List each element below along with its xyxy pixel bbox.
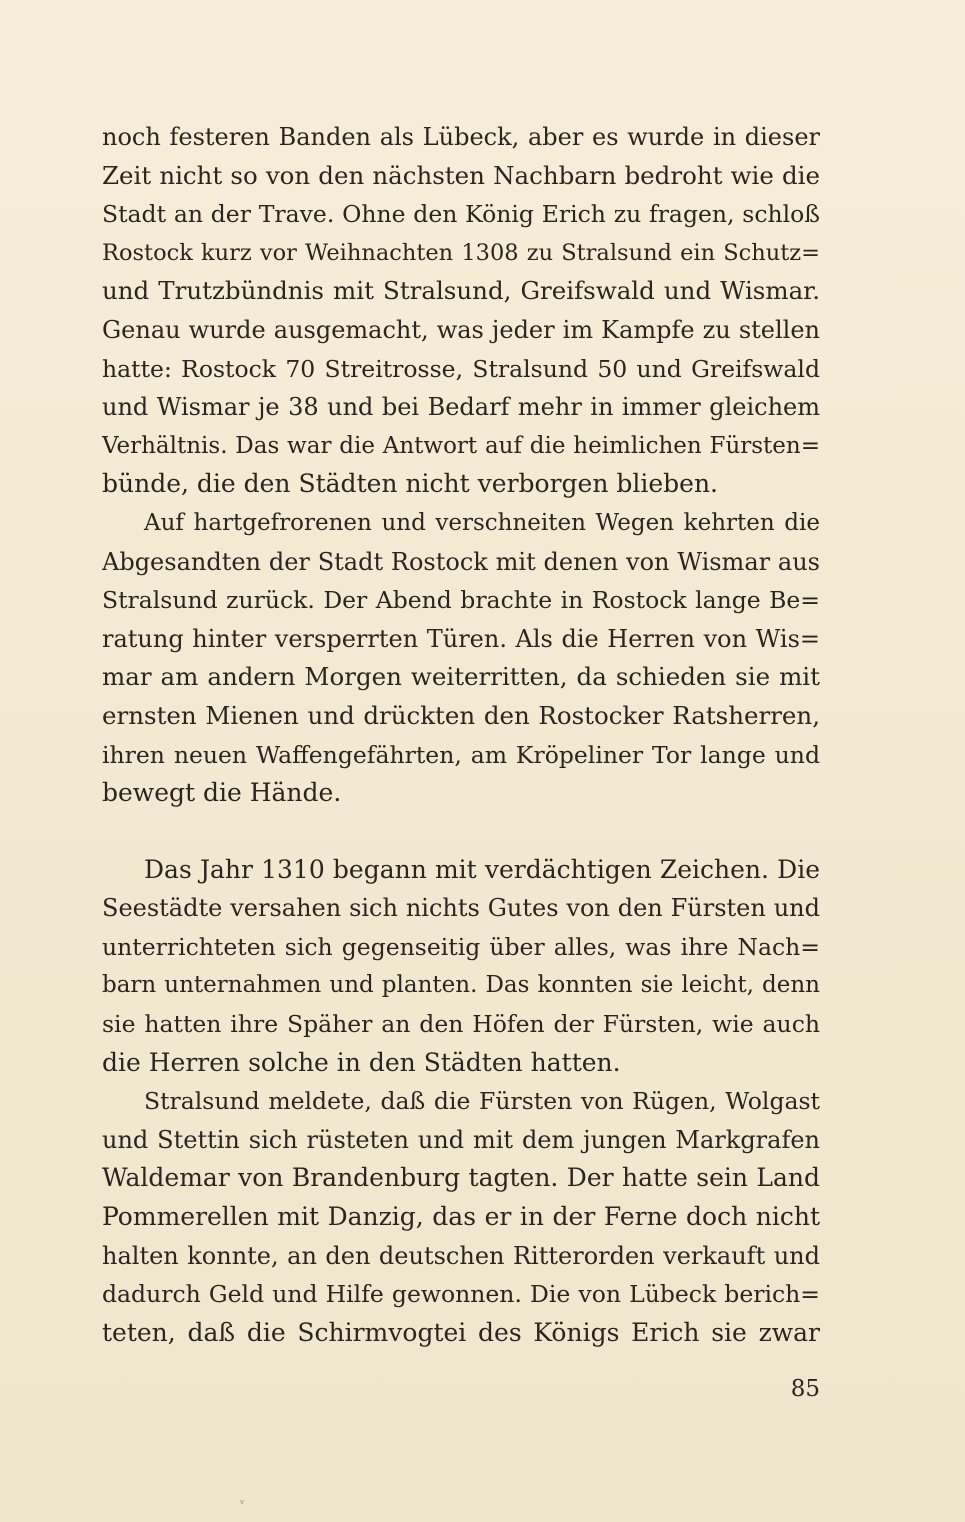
bottom-mark: ᵛ — [240, 1497, 245, 1511]
text-line: Verhältnis. Das war die Antwort auf die heimlichen Fürsten= — [102, 432, 820, 459]
text-line: dadurch Geld und Hilfe gewonnen. Die von Lübeck berich= — [102, 1280, 820, 1309]
text-line: ernsten Mienen und drückten den Rostocker Ratsherren, — [102, 700, 820, 730]
section-break — [102, 813, 820, 851]
text-line: Das Jahr 1310 begann mit verdächtigen Zeichen. Die — [144, 854, 820, 884]
text-line: mar am andern Morgen weiterritten, da schieden sie mit — [102, 662, 820, 692]
paragraph-2 — [102, 504, 820, 813]
text-line: noch festeren Banden als Lübeck, aber es wurde in dieser — [102, 123, 820, 151]
text-line: die Herren solche in den Städten hatten. — [102, 1047, 621, 1077]
text-line: Auf hartgefrorenen und verschneiten Wegen kehrten die — [144, 509, 820, 536]
text-line: bewegt die Hände. — [102, 778, 342, 808]
text-line: hatte: Rostock 70 Streitrosse, Stralsund 50 und Greifswald — [102, 354, 820, 383]
text-line: Genau wurde ausgemacht, was jeder im Kampfe zu stellen — [102, 315, 820, 344]
text-line: unterrichteten sich gegenseitig über alles, was ihre Nach= — [102, 932, 820, 961]
text-line: halten konnte, an den deutschen Ritterorden verkauft und — [102, 1241, 820, 1270]
text-line: teten, daß die Schirmvogtei des Königs Erich sie zwar — [102, 1317, 820, 1347]
text-line: und Stettin sich rüsteten und mit dem jungen Markgrafen — [102, 1125, 820, 1154]
body-text — [102, 118, 820, 1352]
text-line: ratung hinter versperrten Türen. Als die Herren von Wis= — [102, 624, 820, 653]
paragraph-1 — [102, 118, 820, 504]
text-line: barn unternahmen und planten. Das konnten sie leicht, denn — [102, 972, 820, 999]
text-line: Waldemar von Brandenburg tagten. Der hatte sein Land — [102, 1163, 820, 1193]
text-line: ihren neuen Waffengefährten, am Kröpeliner Tor lange und — [102, 740, 820, 769]
text-line: sie hatten ihre Späher an den Höfen der Fürsten, wie auch — [102, 1010, 820, 1039]
text-line: bünde, die den Städten nicht verborgen blieben. — [102, 469, 719, 499]
text-line: Stralsund meldete, daß die Fürsten von Rügen, Wolgast — [144, 1087, 820, 1116]
text-line: und Trutzbündnis mit Stralsund, Greifswald und Wismar. — [102, 276, 820, 306]
text-line: Stralsund zurück. Der Abend brachte in Rostock lange Be= — [102, 586, 820, 615]
text-line: und Wismar je 38 und bei Bedarf mehr in immer gleichem — [102, 393, 820, 422]
text-line: Seestädte versahen sich nichts Gutes von den Fürsten und — [102, 894, 820, 923]
paragraph-3 — [102, 851, 820, 1083]
text-line: Rostock kurz vor Weihnachten 1308 zu Stralsund ein Schutz= — [102, 239, 820, 266]
text-line: Pommerellen mit Danzig, das er in der Ferne doch nicht — [102, 1202, 820, 1232]
text-line: Stadt an der Trave. Ohne den König Erich zu fragen, schloß — [102, 200, 820, 229]
text-line: Zeit nicht so von den nächsten Nachbarn bedroht wie die — [102, 160, 820, 190]
paragraph-4 — [102, 1082, 820, 1352]
text-line: Abgesandten der Stadt Rostock mit denen von Wismar aus — [102, 547, 820, 576]
page-number: 85 — [790, 1376, 820, 1402]
